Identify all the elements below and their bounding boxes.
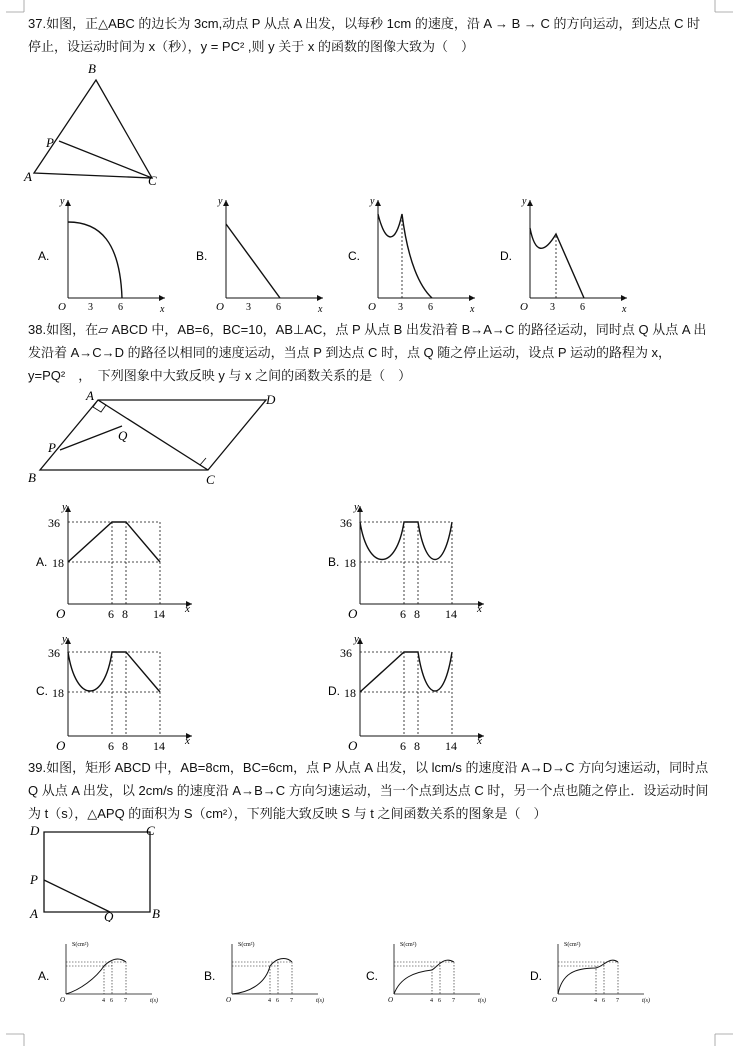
q38-parallelogram-figure [26,388,296,488]
tick-3: 3 [550,302,555,313]
question-37-text: 37.如图，正△ABC 的边长为 3cm,动点 P 从点 A 出发，以每秒 1cm 的速度，沿 A → B → C 的方向运动，到达点 C 时停止，设运动时间为 x（秒），y = PC² ,则 y 关于 x 的函数的图像大致为（ ） [28,16,701,54]
option-label: A. [38,249,50,263]
tick-18: 18 [52,686,64,700]
label-B: B [152,906,160,921]
q39-option-A[interactable] [30,938,190,1013]
tick-6: 6 [276,302,281,313]
label-B: B [88,61,96,76]
origin-label: O [58,301,66,313]
tick-3: 3 [246,302,251,313]
tick-6: 6 [580,302,585,313]
tick-6: 6 [108,607,114,621]
tick-6: 6 [400,607,406,621]
origin-label: O [216,301,224,313]
t-axis-label: t(s) [150,998,158,1004]
option-label: D. [530,969,542,983]
q39-option-B[interactable] [196,938,356,1013]
option-label: C. [348,249,360,263]
option-label: A. [36,555,48,569]
x-axis-label: x [470,304,475,315]
t-axis-label: t(s) [478,998,486,1004]
label-Q: Q [118,428,128,443]
x-axis-label: x [185,735,190,747]
label-A: A [86,388,94,403]
origin-label: O [56,606,66,621]
question-38-text: 38.如图，在▱ ABCD 中，AB=6，BC=10，AB⊥AC，点 P 从点 B 出发沿着 B→A→C 的路径运动，同时点 Q 从点 A 出发沿着 A→C→D 的路径以相同的速度运动，当点 P 到达点 C 时，点 Q 随之停止运动，设点 P 运动的路程为 x，y=PQ² ， 下列图象中大致反映 y 与 x 之间的函数关系的是（ ） [28,322,707,383]
tick-6: 6 [276,998,279,1004]
tick-7: 7 [616,998,619,1004]
x-axis-label: x [477,603,482,615]
s-axis-label: S(cm²) [72,942,89,948]
label-B: B [28,470,36,485]
origin-label: O [56,738,66,753]
option-label: D. [328,684,340,698]
x-axis-label: x [318,304,323,315]
q37-triangle-figure [22,58,172,188]
tick-6: 6 [438,998,441,1004]
tick-6: 6 [428,302,433,313]
q38-option-D[interactable] [322,632,492,757]
tick-6: 6 [400,739,406,753]
origin-label: O [226,996,232,1004]
tick-14: 14 [153,607,165,621]
question-39-text: 39.如图，矩形 ABCD 中，AB=8cm，BC=6cm，点 P 从点 A 出发，以 lcm/s 的速度沿 A→D→C 方向匀速运动，同时点 Q 从点 A 出发，以 2cm/s 的速度沿 A→B→C 方向匀速运动，当一个点到达点 C 时，另一个点也随之停止．设运动时间为 t（s），△APQ 的面积为 S（cm²），下列能大致反映 S 与 t 之间函数关系的图象是（ ） [28,760,709,821]
origin-label: O [520,301,528,313]
tick-8: 8 [414,607,420,621]
tick-18: 18 [52,556,64,570]
option-label: B. [328,555,340,569]
option-label: B. [196,249,208,263]
q38-option-A[interactable] [30,500,200,625]
tick-36: 36 [48,516,60,530]
tick-6: 6 [602,998,605,1004]
label-D: D [266,392,276,407]
label-A: A [24,169,32,184]
origin-label: O [348,738,358,753]
tick-3: 3 [398,302,403,313]
label-C: C [206,472,215,487]
tick-4: 4 [594,998,597,1004]
tick-8: 8 [122,739,128,753]
tick-6: 6 [118,302,123,313]
tick-14: 14 [445,607,457,621]
y-axis-label: y [370,196,375,207]
tick-4: 4 [268,998,271,1004]
x-axis-label: x [185,603,190,615]
tick-7: 7 [124,998,127,1004]
option-label: A. [38,969,50,983]
tick-14: 14 [445,739,457,753]
label-P: P [30,872,38,887]
x-axis-label: x [160,304,165,315]
y-axis-label: y [60,196,65,207]
tick-36: 36 [340,646,352,660]
q39-rectangle-figure [26,822,176,922]
origin-label: O [348,606,358,621]
x-axis-label: x [622,304,627,315]
y-axis-label: y [354,501,359,513]
label-D: D [30,823,40,838]
t-axis-label: t(s) [642,998,650,1004]
origin-label: O [388,996,394,1004]
s-axis-label: S(cm²) [400,942,417,948]
tick-8: 8 [122,607,128,621]
t-axis-label: t(s) [316,998,324,1004]
tick-8: 8 [414,739,420,753]
q37-option-B[interactable] [188,192,338,317]
tick-36: 36 [48,646,60,660]
tick-18: 18 [344,556,356,570]
tick-4: 4 [102,998,105,1004]
q38-option-C[interactable] [30,632,200,757]
tick-7: 7 [290,998,293,1004]
y-axis-label: y [522,196,527,207]
label-C: C [146,823,155,838]
q39-option-D[interactable] [522,938,682,1013]
tick-7: 7 [452,998,455,1004]
tick-36: 36 [340,516,352,530]
label-Q: Q [104,909,114,922]
x-axis-label: x [477,735,482,747]
q37-option-D[interactable] [492,192,642,317]
origin-label: O [552,996,558,1004]
option-label: B. [204,969,216,983]
option-label: C. [366,969,378,983]
tick-4: 4 [430,998,433,1004]
q37-option-A[interactable] [30,192,180,317]
q38-option-B[interactable] [322,500,492,625]
label-C: C [148,173,157,188]
y-axis-label: y [354,633,359,645]
tick-6: 6 [110,998,113,1004]
q37-option-C[interactable] [340,192,490,317]
y-axis-label: y [62,501,67,513]
tick-14: 14 [153,739,165,753]
s-axis-label: S(cm²) [238,942,255,948]
origin-label: O [368,301,376,313]
option-label: C. [36,684,48,698]
q39-option-C[interactable] [358,938,518,1013]
option-label: D. [500,249,512,263]
label-P: P [46,135,54,150]
y-axis-label: y [62,633,67,645]
s-axis-label: S(cm²) [564,942,581,948]
origin-label: O [60,996,66,1004]
tick-3: 3 [88,302,93,313]
label-A: A [30,906,38,921]
label-P: P [48,440,56,455]
y-axis-label: y [218,196,223,207]
tick-18: 18 [344,686,356,700]
tick-6: 6 [108,739,114,753]
